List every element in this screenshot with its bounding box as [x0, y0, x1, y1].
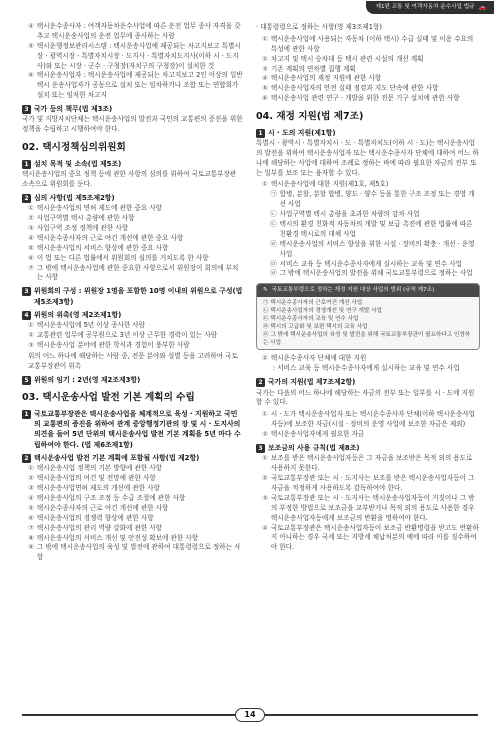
- list-text: 택시운송사업 분야에 관한 학식과 경험이 풍부한 사람: [36, 341, 190, 350]
- paragraph: 위의 어느 하나에 해당하는 사람 중, 전문 분야와 성별 등을 고려하여 국토교통부장관이 위촉: [28, 352, 238, 370]
- list-text: 택시운송사업자에게 필요한 자금: [270, 430, 365, 439]
- paragraph: 특별시 · 광역시 · 특별자치시 · 도 · 특별자치도(이하 시 · 도)는 택시운송사업의 발전을 위하여 택시운송사업자 또는 택시운수종사자 단체에 대하여 어느 하나에 해당하는 사업에 대하여 조례로 정하는 바에 따라 필요한 자금의 전부 또는 일부를 보조 또는 융자할 수 있다.: [256, 138, 479, 177]
- item-list: [22, 464, 244, 563]
- list-marker: ㉤: [270, 259, 277, 268]
- paragraph: 국가는 다음의 어느 하나에 해당하는 자금의 전부 또는 일부를 시 · 도에 지원할 수 있다.: [256, 388, 475, 407]
- section-heading: [22, 375, 244, 385]
- left-column: [22, 22, 244, 563]
- list-item: [22, 264, 244, 284]
- section-number: 1: [256, 129, 265, 138]
- list-marker: ④: [262, 74, 268, 83]
- list-text: 그 밖에 택시운송사업에 관한 중요한 사항으로서 위원장이 회의에 부치는 사항: [36, 263, 239, 282]
- list-text: 보조를 받은 택시운송사업자등은 그 자금을 보조받은 목적 외의 용도로 사용하지 못한다.: [270, 454, 473, 473]
- section-number: 4: [22, 311, 31, 320]
- list-marker: ⑥: [28, 513, 34, 522]
- list-marker: ①: [262, 454, 268, 463]
- list-marker: ②: [28, 474, 34, 483]
- list-item: [22, 504, 244, 514]
- list-text: 합병, 분할, 분할 합병, 양도 · 양수 등을 통한 구조 조정 또는 경영 개선 사업: [279, 190, 475, 209]
- section-number: 1: [22, 160, 31, 169]
- list-text: 택시운송사업에 사용되는 자동차 (이하 택시) 수급 실태 및 이용 수요의 특성에 관한 사항: [270, 34, 474, 53]
- note-header: [257, 284, 479, 296]
- list-item: [256, 180, 480, 190]
- list-text: 택시운송사업의 서비스 향상을 위한 시설 · 장비의 확충 · 개선 · 운영 사업: [279, 239, 475, 258]
- section-heading: [256, 128, 480, 138]
- list-marker: ②: [28, 331, 34, 340]
- list-item: [256, 84, 480, 94]
- list-item: [22, 514, 244, 524]
- list-item: [256, 494, 480, 524]
- list-text: 그 밖에 택시운송사업의 발전을 위해 국토교통부령으로 정하는 사업: [279, 269, 473, 278]
- section-title: 설치 목적 및 소속(법 제5조): [34, 159, 122, 168]
- chapter-heading-03: 03. 택시운송사업 발전 기본 계획의 수립: [22, 392, 195, 404]
- list-item: [256, 354, 480, 364]
- list-text: 택시운수종사자의 근로 여건 개선에 관한 중요 사항: [36, 233, 184, 242]
- list-item: [22, 331, 244, 341]
- chapter-tab: [366, 1, 494, 14]
- list-text: 그 밖에 택시운송사업의 육성 및 발전에 관하여 대통령령으로 정하는 사항: [36, 543, 241, 562]
- list-text: 택시운송사업의 여건 및 전망에 관한 사항: [36, 474, 156, 483]
- section-heading: [22, 286, 244, 307]
- section-heading: [22, 310, 244, 320]
- section-title: 시 · 도의 지원(제1항): [268, 128, 336, 137]
- item-list: [256, 180, 480, 279]
- page-number: 14: [235, 708, 264, 722]
- list-item: [256, 240, 480, 260]
- list-text: : 서비스 교육 등 택시운수종사자에게 실시하는 교육 및 연수 사업: [273, 364, 460, 373]
- list-item: [22, 254, 244, 264]
- list-item: [256, 55, 480, 65]
- list-marker: ⑤: [28, 41, 34, 50]
- list-text: 택시운송사업의 경쟁력 향상에 관한 사항: [36, 513, 154, 522]
- item-list: [256, 354, 480, 374]
- section-number: 2: [22, 194, 31, 203]
- note-title: 국토교통부령으로 정하는 재정 지원 대상 사업의 범위 (규칙 제7조): [271, 287, 435, 294]
- list-marker: ㉥: [270, 269, 277, 278]
- car-icon: 🚗: [478, 4, 486, 11]
- list-item: [256, 430, 480, 440]
- list-text: 택시운수종사자 단체에 대한 지원: [270, 354, 367, 363]
- list-marker: ⑤: [28, 243, 34, 252]
- item-list: [256, 35, 480, 104]
- list-item: [256, 524, 480, 554]
- list-item: [256, 65, 480, 75]
- list-text: 서비스 교육 등 택시운수종사자에게 실시하는 교육 및 연수 사업: [279, 259, 462, 268]
- list-text: 차고지 및 택시 승차대 등 택시 관련 시설의 개선 계획: [270, 54, 424, 63]
- list-item: [22, 224, 244, 234]
- list-marker: ③: [262, 64, 268, 73]
- section-title: 위원회의 구성 : 위원장 1명을 포함한 10명 이내의 위원으로 구성(법 제5조제3항): [34, 287, 243, 306]
- note-line: ㉢ 택시운수종사자의 교육 및 연수 사업: [263, 315, 359, 322]
- section-title: 심의 사항(법 제5조제2항): [34, 193, 115, 202]
- page-footer: [0, 709, 500, 721]
- list-item: [22, 341, 244, 351]
- list-text: 사업구역별 택시 총량을 초과한 차량의 감차 사업: [279, 210, 420, 219]
- chapter-heading-04: 04. 재정 지원(법 제7조): [256, 111, 364, 123]
- list-marker: ⑤: [28, 503, 34, 512]
- section-number: 2: [256, 378, 265, 387]
- list-marker: ③: [28, 484, 34, 493]
- list-item: [22, 244, 244, 254]
- right-column: [256, 22, 480, 553]
- section-number: 3: [22, 105, 31, 114]
- list-text: 택시의 환경 친화적 자동차의 개발 및 보급 촉진에 관한 법률에 따른 친환경 택시로의 대체 사업: [279, 220, 473, 238]
- section-heading: [256, 377, 480, 387]
- section-number: 3: [22, 287, 31, 296]
- list-marker: ①: [28, 464, 34, 473]
- list-text: 국토교통부장관 또는 시 · 도지사는 택시운송사업자등이 거짓이나 그 밖의 부정한 방법으로 보조금을 교부받거나 목적 외의 용도로 사용한 경우 택시운송사업자등에게 보조금의 반환을 명하여야 한다.: [270, 493, 475, 522]
- list-marker: ②: [262, 54, 268, 63]
- list-marker: ⑧: [28, 533, 34, 542]
- list-text: 국토교통부장관 또는 시 · 도지사는 보조를 받은 택시운송사업자등이 그 자금을 적정하게 사용하도록 감독하여야 한다.: [270, 474, 475, 493]
- note-line: ㉤ 그 밖에 택시운송사업의 육성 및 발전을 위해 국토교통부장관이 필요하다고 인정하는 사업: [263, 332, 471, 347]
- list-marker: ②: [262, 354, 268, 363]
- list-item: [256, 260, 480, 270]
- list-text: 기존 계획의 연차별 집행 계획: [270, 64, 356, 73]
- left-top-items: [22, 22, 244, 101]
- list-marker: ①: [28, 321, 34, 330]
- list-marker: ③: [28, 223, 34, 232]
- list-item: [22, 204, 244, 214]
- list-marker: ㉠: [270, 190, 277, 199]
- list-text: 택시운송사업의 구조 조정 등 수급 조절에 관한 사항: [36, 494, 186, 503]
- list-text: 택시운송사업의 서비스 향상에 관한 중요 사항: [36, 243, 169, 252]
- list-marker: ②: [262, 474, 268, 483]
- section-title: 보조금의 사용 규칙(법 제8조): [268, 443, 360, 452]
- list-marker: ㉢: [270, 220, 277, 228]
- list-marker: ①: [28, 204, 34, 213]
- list-item: [256, 35, 480, 55]
- chapter-title: 제1편 교통 및 여객자동차 운수사업 법규: [375, 4, 475, 11]
- list-marker: ㉡: [270, 210, 277, 219]
- list-marker: ㉣: [270, 239, 277, 248]
- list-marker: ①: [262, 180, 268, 189]
- list-item: [22, 474, 244, 484]
- list-text: 택시운송사업의 면허 제도에 관한 중요 사항: [36, 204, 163, 213]
- section-number: 1: [22, 410, 31, 419]
- list-item: [22, 494, 244, 504]
- section-heading: [22, 193, 244, 203]
- note-box: [256, 283, 480, 350]
- list-item: [22, 234, 244, 244]
- list-marker: ①: [262, 410, 268, 419]
- note-body: [257, 297, 479, 350]
- list-marker: ②: [262, 430, 268, 439]
- list-text: 택시운송사업 정책의 기본 방향에 관한 사항: [36, 464, 163, 473]
- list-item: [256, 474, 480, 494]
- list-item: [256, 220, 480, 240]
- section-heading: [256, 443, 480, 453]
- list-item: [256, 94, 480, 104]
- list-item: [22, 484, 244, 494]
- section-title: 국가 등의 책무(법 제3조): [34, 105, 113, 114]
- list-item: [256, 190, 480, 210]
- list-marker: ④: [28, 494, 34, 503]
- list-item: [22, 71, 244, 101]
- list-text: 택시운송사업자의 안전 실태 점검과 지도 단속에 관한 사항: [270, 84, 439, 93]
- list-text: 국토교통부장관은 택시운송사업자등이 보조금 반환명령을 받고도 반환하지 아니하는 경우 국세 또는 지방세 체납처분의 예에 따라 이를 징수하여야 한다.: [270, 523, 479, 552]
- section-title: 위원의 임기 : 2년(영 제2조제3항): [34, 375, 141, 384]
- list-marker: ④: [28, 22, 34, 30]
- list-marker: ③: [262, 493, 268, 502]
- chapter-heading-02: 02. 택시정책심의위원회: [22, 142, 126, 154]
- item-list: [256, 410, 480, 440]
- list-text: 택시운송사업에 5년 이상 종사한 사람: [36, 321, 146, 330]
- list-item: [22, 464, 244, 474]
- list-marker: ②: [28, 214, 34, 223]
- note-line: ㉣ 택시의 고급화 및 보편 택시의 교육 사업: [263, 324, 368, 331]
- list-text: 이 법 또는 다른 법률에서 위원회의 심의를 거치도록 한 사항: [36, 253, 209, 262]
- list-text: 시 · 도가 택시운송사업자 또는 택시운수종사자 단체(이하 택시운송사업자등)에 보조한 자금(시설 · 장비의 운영 사업에 보조한 자금은 제외): [270, 410, 475, 429]
- list-item: [256, 364, 480, 374]
- list-text: 택시운수종사자 : 여객자동차운수사업에 따른 운전 업무 종사 자격을 갖추고 택시운송사업의 운전 업무에 종사하는 사람: [36, 22, 241, 40]
- list-marker: ⑥: [28, 253, 34, 262]
- list-text: 택시운송사업면허 제도의 개선에 관한 사항: [36, 484, 160, 493]
- list-marker: ⑥: [262, 94, 268, 103]
- list-marker: ⑥: [28, 71, 34, 80]
- list-item: [22, 22, 244, 42]
- section-heading: [22, 453, 244, 463]
- list-text: 사업구역별 택시 총량에 관한 사항: [36, 214, 135, 223]
- list-text: 택시운행정보관리시스템 : 택시운송사업에 제공되는 차고지보고 특별시장 · 광역시장 · 특별자치시장 · 도지사 · 특별자치도지사(이하 시 · 도지사)와 또는 시장 · 군수 · 구청장(자치구의 구청장)이 설치한 것: [36, 41, 241, 70]
- list-item: [256, 454, 480, 474]
- list-item: [22, 42, 244, 72]
- list-marker: ④: [262, 523, 268, 532]
- list-item: [256, 269, 480, 279]
- list-text: 택시운송사업 관련 연구 · 개발을 위한 전문 기구 설치에 관한 사항: [270, 94, 460, 103]
- list-item: [22, 214, 244, 224]
- list-marker: ⑤: [262, 84, 268, 93]
- list-marker: ⑨: [28, 543, 34, 552]
- list-text: 교통관련 업무에 공무원으로 3년 이상 근무한 경력이 있는 사람: [36, 331, 218, 340]
- list-text: 택시운송사업의 관리 역량 강화에 관한 사항: [36, 523, 163, 532]
- section-number: 3: [256, 444, 265, 453]
- section-title: 위원의 위촉(영 제2조제1항): [34, 311, 122, 319]
- list-marker: ④: [28, 233, 34, 242]
- item-list: [22, 204, 244, 283]
- pencil-icon: ✎: [263, 287, 268, 294]
- note-line: ㉠ 택시운수종사자의 근로여건 개선 사업: [263, 299, 363, 306]
- list-text: 택시운송사업의 재정 지원에 관한 사항: [270, 74, 382, 83]
- paragraph: · 대통령령으로 정하는 사항(영 제3조제1항): [256, 23, 382, 31]
- list-item: [22, 524, 244, 534]
- page-header: [0, 0, 500, 15]
- section-title: 국토교통부장관은 택시운송사업을 체계적으로 육성 · 지원하고 국민의 교통편의 증진을 위하여 관계 중앙행정기관의 장 및 시 · 도지사의 의견을 들어 5년 단위의 택시운송사업 발전 기본 계획을 5년 마다 수립하여야 한다. (법 제6조제1항): [34, 409, 241, 449]
- section-heading: [22, 159, 244, 169]
- list-item: [22, 543, 244, 563]
- list-text: 택시운송사업의 서비스 개선 및 안전성 확보에 관한 사항: [36, 533, 199, 542]
- list-item: [256, 210, 480, 220]
- section-number: 2: [22, 454, 31, 463]
- list-marker: ⑦: [28, 263, 34, 272]
- list-item: [22, 321, 244, 331]
- list-item: [256, 74, 480, 84]
- note-line: ㉡ 택시운송사업자의 경영개선 및 연구 개발 사업: [263, 307, 382, 314]
- paragraph: 국가 및 지방자치단체는 택시운송사업의 발전과 국민의 교통편의 증진을 위한 정책을 수립하고 시행하여야 한다.: [22, 115, 243, 134]
- section-number: 5: [22, 376, 31, 385]
- list-text: 사업구역 조정 정책에 관한 사항: [36, 223, 129, 232]
- list-text: 택시운송사업자 : 택시운송사업에 제공되는 차고지보고 2인 이상의 일반택시 운송사업자가 공동으로 설치 또는 임차하거나 조합 또는 연합회가 설치 또는 임차한 차고지: [36, 71, 243, 100]
- list-item: [256, 410, 480, 430]
- section-heading: [22, 409, 244, 450]
- item-list: [22, 321, 244, 351]
- paragraph: 택시운송사업의 중요 정책 등에 관한 사항의 심의를 위하여 국토교통부장관 소속으로 위원회를 둔다.: [22, 170, 237, 188]
- list-marker: ③: [28, 341, 34, 350]
- list-text: 택시운수종사자의 근로 여건 개선에 관한 사항: [36, 503, 169, 512]
- section-heading: [22, 104, 244, 114]
- list-marker: ①: [262, 34, 268, 43]
- section-title: 택시운송사업 발전 기본 계획에 포함될 사항(법 제2항): [34, 454, 200, 462]
- list-text: 택시운송사업에 대한 지원(제1호, 제5호): [270, 180, 389, 189]
- list-marker: ⑦: [28, 523, 34, 532]
- list-item: [22, 534, 244, 544]
- section-title: 국가의 지원(법 제7조제2항): [268, 378, 356, 387]
- item-list: [256, 454, 480, 553]
